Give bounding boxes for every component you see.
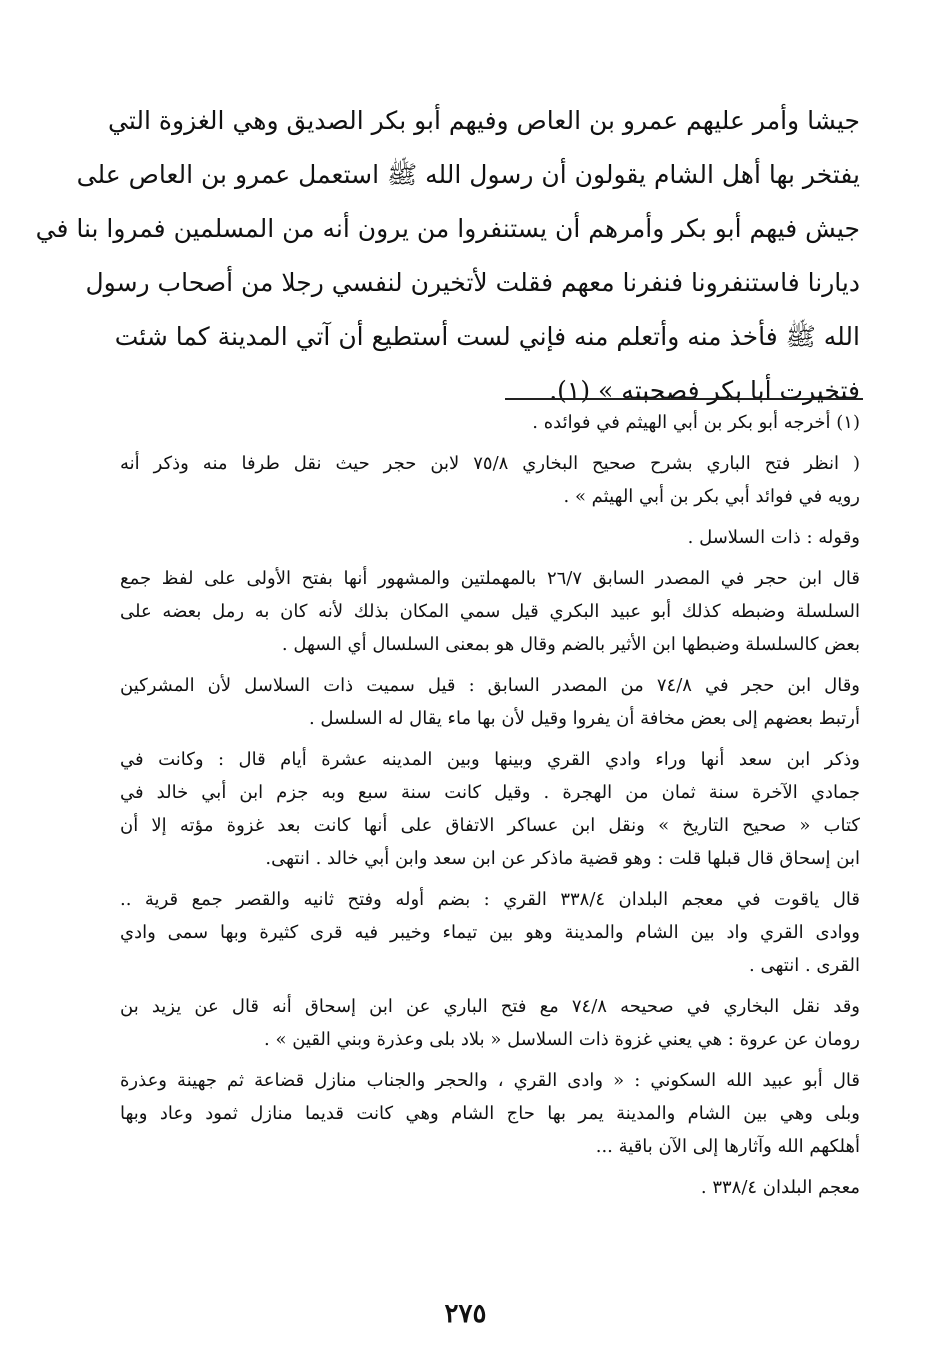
footnote-paragraph	[120, 743, 860, 875]
main-text-line: جيش فيهم أبو بكر وأمرهم أن يستنفروا من يرون أنه من المسلمين فمروا بنا في	[35, 214, 860, 243]
footnote-line: وذكر ابن سعد أنها وراء وادي القري وبينها وبين المدينه عشرة أيام قال : وكانت في	[120, 749, 860, 770]
main-text-line: الله ﷺ فأخذ منه وأتعلم منه فإني لست أستطيع أن آتي المدينة كما شئت	[114, 322, 860, 351]
footnote-line: جمادي الآخرة سنة ثمان من الهجرة . وقيل كانت سنة سبع وبه جزم ابن أبي خالد في	[120, 782, 860, 803]
footnote-line: كتاب « صحيح التاريخ » ونقل ابن عساكر الاتفاق على أنها كانت بعد غزوة مؤته إلا أن	[120, 815, 860, 836]
main-text-line: فتخيرت أبا بكر فصحبته » (١).	[549, 376, 860, 405]
footnote-paragraph	[120, 447, 860, 513]
footnote-line: رويه في فوائد أبي بكر بن أبي الهيثم » .	[563, 486, 860, 507]
main-text-line: جيشا وأمر عليهم عمرو بن العاص وفيهم أبو بكر الصديق وهي الغزوة التي	[108, 106, 860, 135]
footnote-paragraph	[120, 562, 860, 661]
main-text-line: ديارنا فاستنفرونا فنفرنا معهم فقلت لأتخيرن لنفسي رجلا من أصحاب رسول	[85, 268, 860, 297]
footnote-line: قال ابن حجر في المصدر السابق ٢٦/٧ بالمهملتين والمشهور أنها بفتح الأولى على لفظ جمع	[120, 568, 860, 589]
main-text-line: يفتخر بها أهل الشام يقولون أن رسول الله ﷺ استعمل عمرو بن العاص على	[76, 160, 860, 189]
footnote-paragraph	[120, 406, 860, 439]
footnote-line: رومان عن عروة : هي يعني غزوة ذات السلاسل « بلاد بلى وعذرة وبني القين » .	[264, 1029, 860, 1050]
footnote-line: وقال ابن حجر في ٧٤/٨ من المصدر السابق : قيل سميت ذات السلاسل لأن المشركين	[120, 675, 861, 696]
footnotes-block	[120, 406, 860, 1212]
footnote-line: ( انظر فتح الباري بشرح صحيح البخاري ٧٥/٨ لابن حجر حيث نقل طرفا منه وذكر أنه	[120, 453, 860, 474]
footnote-line: أهلكهم الله وآثارها إلى الآن باقية ...	[595, 1136, 860, 1157]
footnote-line: بعض كالسلسلة وضبطها ابن الأثير بالضم وقال هو بمعنى السلسال أي السهل .	[281, 634, 860, 655]
footnote-line: معجم البلدان ٣٣٨/٤ .	[700, 1177, 860, 1198]
footnote-line: ابن إسحاق قال قبلها قلت : وهو قضية ماذكر عن ابن سعد وابن أبي خالد . انتهى.	[265, 848, 860, 869]
footnote-paragraph	[120, 883, 860, 982]
footnote-line: السلسلة وضبطه كذلك أبو عبيد البكري قيل سمي المكان بذلك لأنه كان به رمل بعضه على	[120, 601, 861, 622]
footnote-paragraph	[120, 1064, 860, 1163]
footnote-paragraph	[120, 521, 860, 554]
footnote-line: وقد نقل البخاري في صحيحه ٧٤/٨ مع فتح الباري عن ابن إسحاق أنه قال عن يزيد بن	[120, 996, 860, 1017]
footnote-line: قال ياقوت في معجم البلدان ٣٣٨/٤ القري : بضم أوله وفتح ثانيه والقصر جمع قرية ..	[120, 889, 860, 910]
footnote-line: أرتبط بعضهم إلى بعض مخافة أن يفروا وقيل لأن بها ماء يقال له السلسل .	[308, 708, 860, 729]
main-text-block	[35, 94, 860, 418]
footnote-line: وبلى وهي بين الشام والمدينة يمر بها حاج الشام وهي كانت قديما منازل ثمود وعاد وبها	[120, 1103, 860, 1124]
footnote-paragraph	[120, 1171, 860, 1204]
footnote-line: ووادى القري واد بين الشام والمدينة وهو بين تيماء وخيبر فيه قرى كثيرة وبها سمى وادي	[120, 922, 860, 943]
footnote-separator	[505, 398, 863, 400]
footnote-line: وقوله : ذات السلاسل .	[687, 527, 860, 548]
page-number: ٢٧٥	[444, 1299, 487, 1329]
footnote-line: (١) أخرجه أبو بكر بن أبي الهيثم في فوائده .	[532, 412, 860, 433]
footnote-paragraph	[120, 990, 860, 1056]
footnote-line: القرى . انتهى .	[749, 955, 860, 976]
footnote-line: قال أبو عبيد الله السكوني : « وادى القري ، والحجر والجناب منازل قضاعة ثم جهينة وعذرة	[120, 1070, 860, 1091]
footnote-paragraph	[120, 669, 860, 735]
